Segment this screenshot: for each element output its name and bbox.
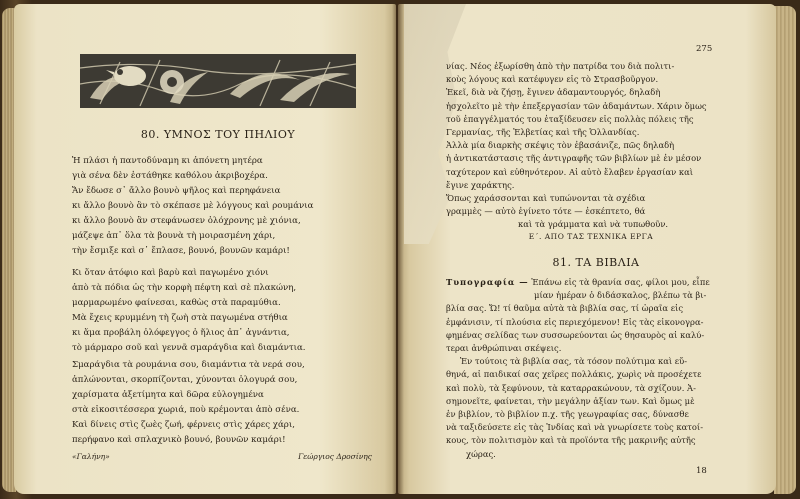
right-page bbox=[398, 4, 776, 494]
text-line: σημονεῖτε, φαίνεται, τὴν μεγάλην ἀξίαν των. Καὶ ὅμως μὲ bbox=[446, 395, 695, 406]
poem-line: τὸ μάρμαρο σοῦ καὶ γεννᾶ σμαράγδια καὶ διαμάντια. bbox=[72, 343, 306, 353]
text-line: χώρας. bbox=[466, 448, 496, 459]
poem-line: ἁπλώνονται, σκορπίζονται, χύνονται ὁλογυρά σου, bbox=[72, 375, 298, 385]
chapter-text bbox=[446, 276, 746, 461]
text-line: ἐμφάνισιν, τί πλούσια εἰς περιεχόμενον! Εἰς τὰς εἰκονογρα- bbox=[446, 316, 704, 327]
poem-line: Ἄν ἔδωσε σ᾿ ἄλλο βουνὸ ψῆλος καὶ περηφάνεια bbox=[72, 186, 281, 196]
stanza-2 bbox=[72, 266, 372, 356]
text-line: θηνά, αἱ παιδικαί σας χεῖρες πολλάκις, χωρὶς νὰ προσέχετε bbox=[446, 369, 702, 380]
poem-line: χαρίσματα ἀξετίμητα καὶ δῶρα εὐλογημένα bbox=[72, 390, 264, 400]
poem-line: περήφανο καὶ σπλαχνικὸ βουνό, βουνῶν καμάρι! bbox=[72, 435, 286, 445]
text-line: Ἐπάνω εἰς τὰ θρανία σας, φίλοι μου, εἶπε bbox=[531, 277, 710, 287]
book-gutter bbox=[392, 0, 404, 499]
stanza-3 bbox=[72, 358, 372, 448]
text-line: τοῦ ἐπαγγέλματός του ἐταξίδευσεν εἰς πολλὰς πόλεις τῆς bbox=[446, 113, 694, 124]
continued-text bbox=[446, 60, 746, 218]
text-line: Γερμανίας, τῆς Ἑλβετίας καὶ τῆς Ὁλλανδίας. bbox=[446, 127, 640, 138]
text-line: ἡ ἀντικατάστασις τῆς ἀντιγραφῆς τῶν βιβλίων μὲ ἐν μέσον bbox=[446, 153, 702, 164]
text-line: νὰ ταξιδεύσετε εἰς τὰς Ἰνδίας καὶ νὰ γνωρίσετε τοὺς κατοί- bbox=[446, 422, 704, 433]
text-line: φημένας σελίδας των συσσωρεύονται ὡς θησαυρὸς αἱ καλύ- bbox=[446, 329, 705, 340]
text-line: νίας. Νέος ἐξωρίσθη ἀπὸ τὴν πατρίδα του διὰ πολιτι- bbox=[446, 61, 675, 71]
poem-line: κι ἅμα προβάλη ὁλόφεγγος ὁ ἥλιος ἀπ᾿ ἀγνάντια, bbox=[72, 328, 290, 338]
text-line: κους, τὸν πολιτισμὸν καὶ τὰ προϊόντα τῆς μακρινῆς αὐτῆς bbox=[446, 435, 696, 446]
text-line: Ἀλλὰ μία διαρκὴς σκέψις τὸν ἐβασάνιζε, πῶς δηλαδὴ bbox=[446, 140, 675, 151]
left-page bbox=[14, 4, 396, 494]
text-line bbox=[446, 276, 746, 289]
poem-line: Καὶ δίνεις στὶς ζωὲς ζωή, φέρνεις στὶς χάρες χάρι, bbox=[72, 420, 295, 430]
poem-line: Ἡ πλάσι ἡ παντοδύναμη κι ἀπόνετη μητέρα bbox=[72, 156, 263, 166]
text-line: ἐν βιβλίον, τὸ βιβλίον π.χ. τῆς γεωγραφίας σας, δύνασθε bbox=[446, 409, 689, 420]
section-credit: Ε΄. ΑΠΟ ΤΑΣ ΤΕΧΝΙΚΑ ΕΡΓΑ bbox=[528, 232, 654, 241]
text-line: τεραι ἀνθρώπιναι σκέψεις. bbox=[446, 343, 562, 354]
text-line: γραμμὲς — αὐτὸ ἐγίνετο τότε — ἐσκέπτετο, θά bbox=[446, 206, 646, 217]
poem-line: τὴν ἔσμιξε καὶ σ᾿ ἔπλασε, βουνό, βουνῶν καμάρι! bbox=[72, 246, 290, 256]
text-line: Ὅπως χαράσσονται καὶ τυπώνονται τὰ σχέδια bbox=[446, 193, 646, 204]
poem-line: κι ἄλλο βουνὸ ἂν στεφάνωσεν ὁλόχρονης μὲ χιόνια, bbox=[72, 216, 301, 226]
poem-line: γιὰ σένα δὲν ἐστάθηκε καθόλου ἀκριβοχέρα. bbox=[72, 171, 268, 181]
text-line: καὶ πολὺ, τὰ ξεφύνουν, τὰ καταρρακώνουν, τὰ σχίζουν. Ἀ- bbox=[446, 382, 696, 393]
ornament-banner bbox=[80, 54, 356, 108]
text-line: ταχύτερον καὶ εὐθηνότερον. Αἱ αὐτὸ ἔλαβεν ἐργασίαν καὶ bbox=[446, 166, 694, 177]
text-line: καὶ τὰ γράμματα καὶ νὰ τυπωθοῦν. bbox=[518, 219, 669, 229]
poem-line: Μὰ ἔχεις κρυμμένη τὴ ζωὴ στὰ παγωμένα στήθια bbox=[72, 313, 288, 323]
poem-line: ἀπὸ τὰ πόδια ὡς τὴν κορφὴ πέφτη καὶ σὲ πλακώνη, bbox=[72, 283, 297, 293]
left-page-footer bbox=[72, 452, 372, 461]
text-line: ἠσχολεῖτο μὲ τὴν ἐπεξεργασίαν τῶν ἀδαμάντων. Χάριν ὅμως bbox=[446, 100, 707, 111]
page-number-top: 275 bbox=[696, 44, 713, 54]
chapter-title: 81. ΤΑ ΒΙΒΛΙΑ bbox=[552, 256, 640, 269]
poem-line: Σμαράγδια τὰ ρουμάνια σου, διαμάντια τὰ νερά σου, bbox=[72, 360, 305, 370]
footer-author: Γεώργιος Δροσίνης bbox=[298, 452, 372, 461]
bird-foliage-illustration bbox=[80, 54, 356, 108]
poem-line: κι ἄλλο βουνὸ ἂν τὸ σκέπασε μὲ λόγγους καὶ ρουμάνια bbox=[72, 201, 314, 211]
text-line: βλία σας. Ὤ! τί θαῦμα αὐτὰ τὰ βιβλία σας, τί ὡραῖα εἰς bbox=[446, 303, 684, 314]
page-number-bottom: 18 bbox=[696, 466, 707, 476]
text-line: ἔγινε χαράκτης. bbox=[446, 179, 515, 190]
prose-label: Τυπογραφία — bbox=[446, 277, 529, 287]
text-line: Ἐκεῖ, διὰ νὰ ζήσῃ, ἔγινεν ἀδαμαντουργός, δηλαδὴ bbox=[446, 87, 661, 98]
poem-line: μαρμαρωμένο φαίνεσαι, καθὼς στὰ παραμύθια. bbox=[72, 298, 281, 308]
poem-line: Κι ὅταν ἀτόφιο καὶ βαρὺ καὶ παγωμένο χιόνι bbox=[72, 268, 269, 278]
poem-line: στὰ εἰκοσιτέσσερα χωριά, ποὺ κρέμονται ἀπὸ σένα. bbox=[72, 405, 300, 415]
poem-line: μάζεψε ἀπ᾿ ὅλα τὰ βουνὰ τὴ μοιρασμένη χάρι, bbox=[72, 231, 276, 241]
stanza-1 bbox=[72, 154, 372, 259]
text-line: μίαν ἡμέραν ὁ διδάσκαλος, βλέπω τὰ βι- bbox=[534, 290, 707, 301]
footer-source: «Γαλήνη» bbox=[72, 452, 110, 461]
text-line: κοὺς λόγους καὶ κατέφυγεν εἰς τὸ Στρασβοῦργον. bbox=[446, 74, 659, 85]
poem-title: 80. ΥΜΝΟΣ ΤΟΥ ΠΗΛΙΟΥ bbox=[140, 128, 296, 141]
right-page-edges bbox=[774, 6, 796, 494]
text-line: Ἐν τούτοις τὰ βιβλία σας, τὰ τόσον πολύτιμα καὶ εὔ- bbox=[460, 356, 688, 367]
continued-text-end bbox=[518, 218, 718, 231]
